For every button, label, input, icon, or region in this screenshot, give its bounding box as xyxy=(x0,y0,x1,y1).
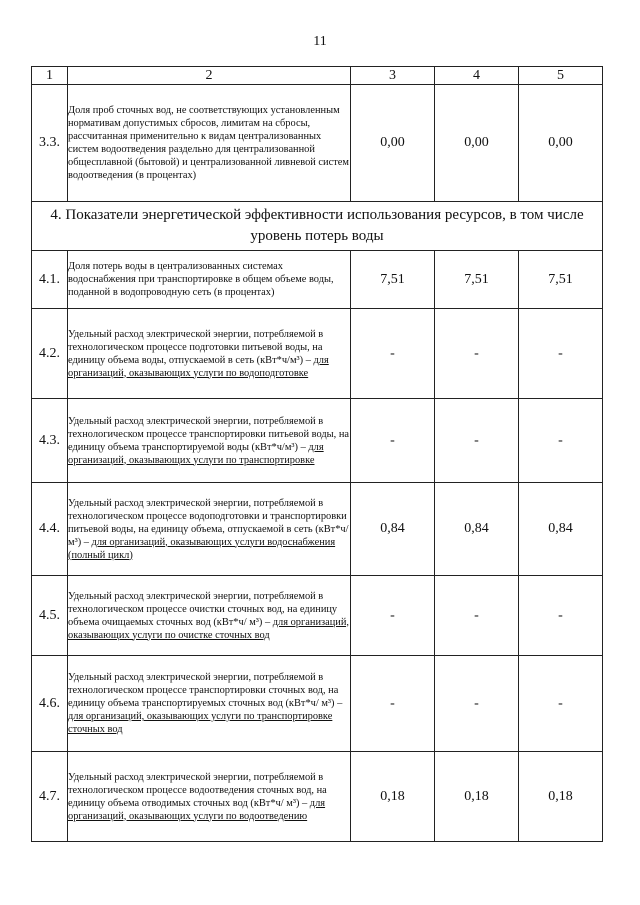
row-number: 4.2. xyxy=(32,309,68,399)
row-text: Доля потерь воды в централизованных системах водоснабжения при транспортировке в общем объеме воды, поданной в водопроводную сеть (в процентах) xyxy=(68,261,334,298)
page-number: 11 xyxy=(313,34,327,49)
indicators-table xyxy=(31,66,603,842)
value-col-4: - xyxy=(435,399,519,483)
row-description xyxy=(68,309,351,399)
value-col-4: - xyxy=(435,576,519,656)
row-text: Удельный расход электрической энергии, потребляемой в технологическом процессе очистки сточных вод, на единицу объема очищаемых сточных вод (кВт*ч/ м³) – xyxy=(68,590,338,628)
header-cell-1: 1 xyxy=(32,67,68,85)
row-description xyxy=(68,576,351,656)
value-col-3: 0,00 xyxy=(351,85,435,202)
row-description xyxy=(68,85,351,202)
table-row xyxy=(32,85,603,202)
value-col-5: 0,84 xyxy=(519,483,603,576)
row-description xyxy=(68,251,351,309)
row-description xyxy=(68,399,351,483)
value-col-4: 0,18 xyxy=(435,752,519,842)
table-row xyxy=(32,251,603,309)
row-scope-note: для организаций, оказывающих услуги по транспортировке xyxy=(68,441,324,466)
table-row xyxy=(32,752,603,842)
value-col-3: - xyxy=(351,309,435,399)
value-col-4: 7,51 xyxy=(435,251,519,309)
table-row xyxy=(32,309,603,399)
table-header-row xyxy=(32,67,603,85)
row-text: Удельный расход электрической энергии, потребляемой в технологическом процессе подготовки питьевой воды, на единицу объема воды, отпускаемой в сеть (кВт*ч/м³) – xyxy=(68,328,324,366)
table-row xyxy=(32,483,603,576)
table-row xyxy=(32,399,603,483)
row-number: 4.1. xyxy=(32,251,68,309)
row-text: Удельный расход электрической энергии, потребляемой в технологическом процессе водоотведения сточных вод, на единицу объема отводимых сточных вод (кВт*ч/ м³) – xyxy=(68,771,327,809)
row-scope-note: для организаций, оказывающих услуги водоснабжения (полный цикл) xyxy=(68,536,336,561)
row-text: Доля проб сточных вод, не соответствующих установленным нормативам допустимых сбросов, лимитам на сбросы, рассчитанная применительно к видам централизованных систем водоотведения раздельно для централизованной общесплавной (бытовой) и централизованной ливневой систем водоотведения (в процентах) xyxy=(68,105,349,181)
row-description xyxy=(68,752,351,842)
row-number: 4.6. xyxy=(32,656,68,752)
row-text: Удельный расход электрической энергии, потребляемой в технологическом процессе транспортировки сточных вод, на единицу объема транспортируемых сточных вод (кВт*ч/ м³) – xyxy=(68,672,343,709)
value-col-5: - xyxy=(519,656,603,752)
value-col-5: 0,00 xyxy=(519,85,603,202)
row-description xyxy=(68,656,351,752)
row-scope-note: для организаций, оказывающих услуги по очистке сточных вод xyxy=(68,616,349,641)
value-col-5: 7,51 xyxy=(519,251,603,309)
header-cell-5: 5 xyxy=(519,67,603,85)
value-col-3: - xyxy=(351,399,435,483)
row-text: Удельный расход электрической энергии, потребляемой в технологическом процессе транспортировки питьевой воды, на единицу объема транспортируемой воды (кВт*ч/м³) – xyxy=(68,415,350,453)
row-scope-note: для организаций, оказывающих услуги по водоотведению xyxy=(68,797,326,822)
value-col-4: 0,84 xyxy=(435,483,519,576)
value-col-3: 7,51 xyxy=(351,251,435,309)
row-number: 4.5. xyxy=(32,576,68,656)
value-col-5: 0,18 xyxy=(519,752,603,842)
header-cell-2: 2 xyxy=(68,67,351,85)
value-col-3: 0,18 xyxy=(351,752,435,842)
value-col-3: - xyxy=(351,576,435,656)
header-cell-3: 3 xyxy=(351,67,435,85)
table-row xyxy=(32,656,603,752)
value-col-3: - xyxy=(351,656,435,752)
header-cell-4: 4 xyxy=(435,67,519,85)
value-col-5: - xyxy=(519,576,603,656)
row-scope-note: для организаций, оказывающих услуги по транспортировке сточных вод xyxy=(68,711,333,735)
value-col-3: 0,84 xyxy=(351,483,435,576)
row-number: 4.4. xyxy=(32,483,68,576)
row-description xyxy=(68,483,351,576)
value-col-4: - xyxy=(435,656,519,752)
value-col-5: - xyxy=(519,309,603,399)
row-number: 4.3. xyxy=(32,399,68,483)
value-col-4: 0,00 xyxy=(435,85,519,202)
row-number: 3.3. xyxy=(32,85,68,202)
row-scope-note: для организаций, оказывающих услуги по водоподготовке xyxy=(68,354,329,379)
row-text: Удельный расход электрической энергии, потребляемой в технологическом процессе водоподготовки и транспортировки питьевой воды, на единицу объема, отпускаемой в сеть (кВт*ч/м³) – xyxy=(68,497,349,548)
value-col-4: - xyxy=(435,309,519,399)
value-col-5: - xyxy=(519,399,603,483)
table-row xyxy=(32,576,603,656)
section-heading-row xyxy=(32,202,603,251)
row-number: 4.7. xyxy=(32,752,68,842)
section-4-title: 4. Показатели энергетической эффективности использования ресурсов, в том числе уровень потерь воды xyxy=(32,202,603,251)
